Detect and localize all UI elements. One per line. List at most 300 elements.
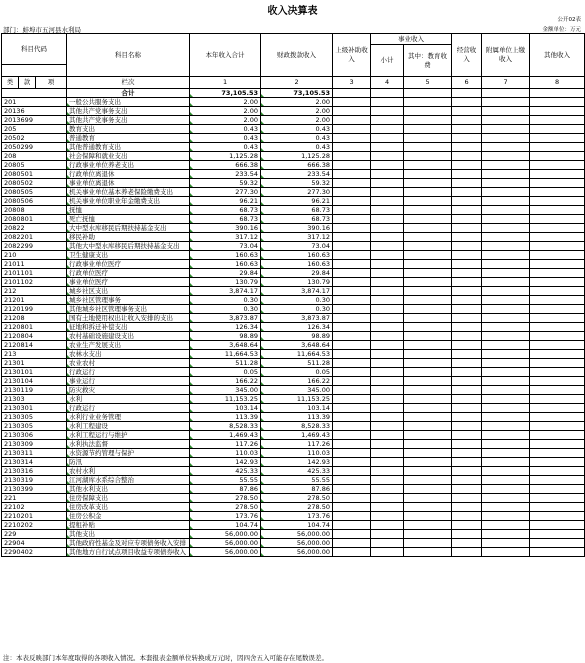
table-row [2, 116, 585, 125]
row-name: 行政事业单位养老支出 [67, 161, 190, 170]
empty-cell [482, 278, 530, 287]
row-fiscal: 345.00 [261, 386, 333, 395]
table-row [2, 332, 585, 341]
row-name: 农业农村 [67, 359, 190, 368]
empty-cell [482, 215, 530, 224]
row-fiscal: 130.79 [261, 278, 333, 287]
row-fiscal: 110.03 [261, 449, 333, 458]
empty-cell [530, 449, 585, 458]
row-total: 1,469.43 [190, 431, 261, 440]
empty-cell [333, 143, 371, 152]
row-total: 0.43 [190, 125, 261, 134]
empty-cell [482, 134, 530, 143]
row-code: 201 [2, 98, 67, 107]
row-code: 22904 [2, 539, 67, 548]
empty-cell [333, 530, 371, 539]
row-total: 3,873.87 [190, 314, 261, 323]
empty-cell [371, 134, 404, 143]
empty-cell [333, 233, 371, 242]
row-fiscal: 68.73 [261, 215, 333, 224]
empty-cell [452, 98, 482, 107]
row-fiscal: 56,000.00 [261, 539, 333, 548]
empty-cell [482, 512, 530, 521]
row-code: 2101102 [2, 278, 67, 287]
row-code: 2082299 [2, 242, 67, 251]
empty-cell [371, 512, 404, 521]
row-total: 130.79 [190, 278, 261, 287]
column-number: 8 [530, 77, 585, 89]
empty-cell [530, 107, 585, 116]
table-row [2, 539, 585, 548]
empty-cell [452, 332, 482, 341]
row-name: 江河湖库水系综合整治 [67, 476, 190, 485]
empty-cell [482, 107, 530, 116]
row-fiscal: 278.50 [261, 503, 333, 512]
empty-cell [530, 467, 585, 476]
table-row [2, 251, 585, 260]
row-fiscal: 317.12 [261, 233, 333, 242]
row-code: 2210201 [2, 512, 67, 521]
empty-cell [404, 485, 452, 494]
empty-cell [482, 386, 530, 395]
empty-cell [371, 143, 404, 152]
row-total: 104.74 [190, 521, 261, 530]
empty-cell [333, 296, 371, 305]
row-total: 2.00 [190, 116, 261, 125]
row-total: 345.00 [190, 386, 261, 395]
row-name: 社会保障和就业支出 [67, 152, 190, 161]
empty-cell [371, 350, 404, 359]
empty-cell [333, 431, 371, 440]
empty-cell [530, 341, 585, 350]
row-fiscal: 233.54 [261, 170, 333, 179]
row-fiscal: 103.14 [261, 404, 333, 413]
empty-cell [371, 548, 404, 557]
empty-cell [530, 404, 585, 413]
row-code: 221 [2, 494, 67, 503]
empty-cell [371, 386, 404, 395]
column-number: 7 [482, 77, 530, 89]
empty-cell [452, 143, 482, 152]
table-code: 公开02表 [557, 17, 581, 23]
row-name: 其他地方自行试点项目收益专项债券收入 [67, 548, 190, 557]
empty-cell [371, 521, 404, 530]
header-xiang: 项 [36, 77, 67, 89]
row-name: 住房保障支出 [67, 494, 190, 503]
column-number-label: 栏次 [67, 77, 190, 89]
unit-label: 金额单位：万元 [542, 27, 581, 33]
row-total: 96.21 [190, 197, 261, 206]
empty-cell [371, 305, 404, 314]
empty-cell [452, 494, 482, 503]
empty-cell [452, 521, 482, 530]
row-total: 666.38 [190, 161, 261, 170]
empty-cell [530, 413, 585, 422]
empty-cell [482, 422, 530, 431]
row-name: 农村基础设施建设支出 [67, 332, 190, 341]
row-total: 117.26 [190, 440, 261, 449]
empty-cell [404, 395, 452, 404]
row-code: 2130104 [2, 377, 67, 386]
table-row [2, 350, 585, 359]
row-total: 317.12 [190, 233, 261, 242]
empty-cell [452, 215, 482, 224]
empty-cell [371, 242, 404, 251]
empty-cell [371, 476, 404, 485]
empty-cell [333, 503, 371, 512]
row-total: 68.73 [190, 215, 261, 224]
empty-cell [452, 485, 482, 494]
total-row-label: 合计 [67, 89, 190, 98]
empty-cell [452, 323, 482, 332]
row-code: 2130119 [2, 386, 67, 395]
empty-cell [333, 386, 371, 395]
row-code: 2130305 [2, 422, 67, 431]
table-row [2, 503, 585, 512]
empty-cell [482, 170, 530, 179]
empty-cell [404, 323, 452, 332]
row-name: 教育支出 [67, 125, 190, 134]
empty-cell [404, 296, 452, 305]
income-table [1, 33, 585, 557]
column-number: 3 [333, 77, 371, 89]
empty-cell [452, 386, 482, 395]
row-name: 住房公积金 [67, 512, 190, 521]
empty-cell [333, 395, 371, 404]
row-name: 抚恤 [67, 206, 190, 215]
empty-cell [452, 512, 482, 521]
row-code: 2080506 [2, 197, 67, 206]
empty-cell [333, 125, 371, 134]
empty-cell [482, 539, 530, 548]
empty-cell [452, 359, 482, 368]
row-name: 水利工程建设 [67, 422, 190, 431]
row-total: 0.43 [190, 134, 261, 143]
row-code: 21208 [2, 314, 67, 323]
table-row [2, 395, 585, 404]
empty-cell [482, 377, 530, 386]
table-row [2, 242, 585, 251]
row-name: 事业运行 [67, 377, 190, 386]
row-name: 其他大中型水库移民后期扶持基金支出 [67, 242, 190, 251]
empty-cell [530, 386, 585, 395]
row-fiscal: 8,528.33 [261, 422, 333, 431]
table-row [2, 314, 585, 323]
empty-cell [371, 449, 404, 458]
page-title: 收入决算表 [267, 6, 318, 17]
empty-cell [333, 197, 371, 206]
empty-cell [530, 323, 585, 332]
empty-cell [530, 116, 585, 125]
empty-cell [371, 323, 404, 332]
row-total: 98.89 [190, 332, 261, 341]
empty-cell [371, 116, 404, 125]
empty-cell [371, 152, 404, 161]
empty-cell [530, 359, 585, 368]
empty-cell [371, 368, 404, 377]
empty-cell [371, 125, 404, 134]
table-row [2, 377, 585, 386]
empty-cell [482, 350, 530, 359]
empty-cell [371, 296, 404, 305]
row-total: 160.63 [190, 251, 261, 260]
empty-cell [482, 521, 530, 530]
empty-cell [530, 521, 585, 530]
empty-cell [333, 179, 371, 188]
empty-cell [530, 287, 585, 296]
header-subtotal: 小计 [371, 45, 404, 77]
empty-cell [404, 98, 452, 107]
row-name: 城乡社区管理事务 [67, 296, 190, 305]
empty-cell [371, 395, 404, 404]
empty-cell [530, 242, 585, 251]
empty-cell [333, 422, 371, 431]
row-code: 21303 [2, 395, 67, 404]
empty-cell [530, 368, 585, 377]
row-code: 205 [2, 125, 67, 134]
row-total: 0.30 [190, 305, 261, 314]
row-total: 2.00 [190, 98, 261, 107]
table-row [2, 125, 585, 134]
empty-cell [452, 548, 482, 557]
empty-cell [452, 188, 482, 197]
row-fiscal: 3,874.17 [261, 287, 333, 296]
empty-cell [404, 197, 452, 206]
empty-cell [482, 449, 530, 458]
empty-cell [452, 377, 482, 386]
empty-cell [482, 188, 530, 197]
empty-cell [452, 368, 482, 377]
empty-cell [530, 278, 585, 287]
empty-cell [404, 143, 452, 152]
empty-cell [482, 305, 530, 314]
empty-cell [371, 332, 404, 341]
row-code: 2120801 [2, 323, 67, 332]
empty-cell [371, 251, 404, 260]
empty-cell [530, 125, 585, 134]
empty-cell [530, 143, 585, 152]
table-row [2, 512, 585, 521]
empty-cell [530, 170, 585, 179]
row-name: 死亡抚恤 [67, 215, 190, 224]
row-code: 22102 [2, 503, 67, 512]
row-fiscal: 277.30 [261, 188, 333, 197]
empty-cell [333, 206, 371, 215]
empty-cell [333, 548, 371, 557]
row-code: 2130319 [2, 476, 67, 485]
empty-cell [482, 98, 530, 107]
row-total: 68.73 [190, 206, 261, 215]
empty-cell [371, 494, 404, 503]
row-code: 229 [2, 530, 67, 539]
header-lei: 类 [2, 77, 19, 89]
table-row [2, 179, 585, 188]
empty-cell [452, 449, 482, 458]
row-code: 2013699 [2, 116, 67, 125]
empty-cell [482, 251, 530, 260]
empty-cell [482, 548, 530, 557]
row-fiscal: 3,648.64 [261, 341, 333, 350]
empty-cell [404, 548, 452, 557]
row-total: 73.04 [190, 242, 261, 251]
row-code: 2290402 [2, 548, 67, 557]
row-name: 行政运行 [67, 368, 190, 377]
row-name: 行政单位离退休 [67, 170, 190, 179]
empty-cell [530, 98, 585, 107]
empty-cell [452, 395, 482, 404]
empty-cell [452, 503, 482, 512]
empty-cell [530, 134, 585, 143]
table-row [2, 386, 585, 395]
row-name: 住房改革支出 [67, 503, 190, 512]
row-name: 其他城乡社区管理事务支出 [67, 305, 190, 314]
empty-cell [482, 197, 530, 206]
empty-cell [404, 467, 452, 476]
row-total: 233.54 [190, 170, 261, 179]
row-fiscal: 1,469.43 [261, 431, 333, 440]
empty-cell [482, 206, 530, 215]
empty-cell [452, 116, 482, 125]
table-row [2, 548, 585, 557]
empty-cell [404, 107, 452, 116]
empty-cell [482, 476, 530, 485]
empty-cell [530, 458, 585, 467]
empty-cell [404, 440, 452, 449]
empty-cell [333, 260, 371, 269]
empty-cell [452, 269, 482, 278]
row-total: 0.05 [190, 368, 261, 377]
total-income-value: 73,105.53 [190, 89, 261, 98]
empty-cell [482, 467, 530, 476]
empty-cell [333, 269, 371, 278]
row-code: 2130305 [2, 413, 67, 422]
empty-cell [452, 350, 482, 359]
table-row [2, 170, 585, 179]
row-fiscal: 11,153.25 [261, 395, 333, 404]
empty-cell [452, 170, 482, 179]
empty-cell [530, 512, 585, 521]
empty-cell [371, 404, 404, 413]
empty-cell [371, 485, 404, 494]
empty-cell [333, 224, 371, 233]
empty-cell [530, 251, 585, 260]
row-fiscal: 117.26 [261, 440, 333, 449]
empty-cell [452, 476, 482, 485]
footnote: 注：本表反映部门本年度取得的各项收入情况。本套报表金额单位转换成万元时，因四舍五入可能存在尾数误差。 [3, 654, 328, 662]
row-total: 113.39 [190, 413, 261, 422]
row-code: 213 [2, 350, 67, 359]
empty-cell [404, 359, 452, 368]
empty-cell [530, 305, 585, 314]
row-code: 2130301 [2, 404, 67, 413]
empty-cell [530, 422, 585, 431]
empty-cell [530, 494, 585, 503]
empty-cell [452, 179, 482, 188]
empty-cell [452, 287, 482, 296]
row-fiscal: 1,125.28 [261, 152, 333, 161]
row-total: 87.86 [190, 485, 261, 494]
row-total: 390.16 [190, 224, 261, 233]
row-code: 2130314 [2, 458, 67, 467]
empty-cell [452, 341, 482, 350]
empty-cell [404, 215, 452, 224]
empty-cell [333, 242, 371, 251]
empty-cell [371, 458, 404, 467]
empty-cell [452, 242, 482, 251]
empty-cell [404, 350, 452, 359]
empty-cell [452, 251, 482, 260]
table-row [2, 143, 585, 152]
empty-cell [530, 476, 585, 485]
table-row [2, 98, 585, 107]
row-total: 56,000.00 [190, 548, 261, 557]
empty-cell [404, 431, 452, 440]
empty-cell [530, 296, 585, 305]
table-row [2, 197, 585, 206]
empty-cell [404, 224, 452, 233]
empty-cell [404, 152, 452, 161]
empty-cell [482, 359, 530, 368]
column-number: 2 [261, 77, 333, 89]
empty-cell [482, 530, 530, 539]
row-name: 国有土地使用权出让收入安排的支出 [67, 314, 190, 323]
empty-cell [404, 386, 452, 395]
empty-cell [333, 449, 371, 458]
row-fiscal: 29.84 [261, 269, 333, 278]
row-fiscal: 56,000.00 [261, 548, 333, 557]
row-name: 防灾救灾 [67, 386, 190, 395]
empty-cell [452, 440, 482, 449]
table-row [2, 323, 585, 332]
empty-cell [452, 458, 482, 467]
empty-cell [452, 314, 482, 323]
row-code: 21201 [2, 296, 67, 305]
row-total: 160.63 [190, 260, 261, 269]
empty-cell [333, 377, 371, 386]
empty-cell [482, 224, 530, 233]
empty-cell [530, 395, 585, 404]
empty-cell [404, 449, 452, 458]
empty-cell [482, 314, 530, 323]
row-name: 机关事业单位职业年金缴费支出 [67, 197, 190, 206]
empty-cell [530, 161, 585, 170]
row-code: 2130309 [2, 440, 67, 449]
empty-cell [482, 179, 530, 188]
empty-cell [371, 224, 404, 233]
empty-cell [482, 494, 530, 503]
row-code: 2080801 [2, 215, 67, 224]
empty-cell [530, 548, 585, 557]
empty-cell [452, 161, 482, 170]
row-fiscal: 59.32 [261, 179, 333, 188]
row-fiscal: 96.21 [261, 197, 333, 206]
row-fiscal: 166.22 [261, 377, 333, 386]
empty-cell [482, 503, 530, 512]
column-number: 5 [404, 77, 452, 89]
row-total: 11,153.25 [190, 395, 261, 404]
row-total: 1,125.28 [190, 152, 261, 161]
empty-cell [530, 197, 585, 206]
empty-cell [404, 188, 452, 197]
row-fiscal: 113.39 [261, 413, 333, 422]
row-total: 277.30 [190, 188, 261, 197]
empty-cell [371, 233, 404, 242]
row-code: 2080502 [2, 179, 67, 188]
row-name: 机关事业单位基本养老保险缴费支出 [67, 188, 190, 197]
empty-cell [371, 440, 404, 449]
row-fiscal: 142.93 [261, 458, 333, 467]
empty-cell [333, 494, 371, 503]
